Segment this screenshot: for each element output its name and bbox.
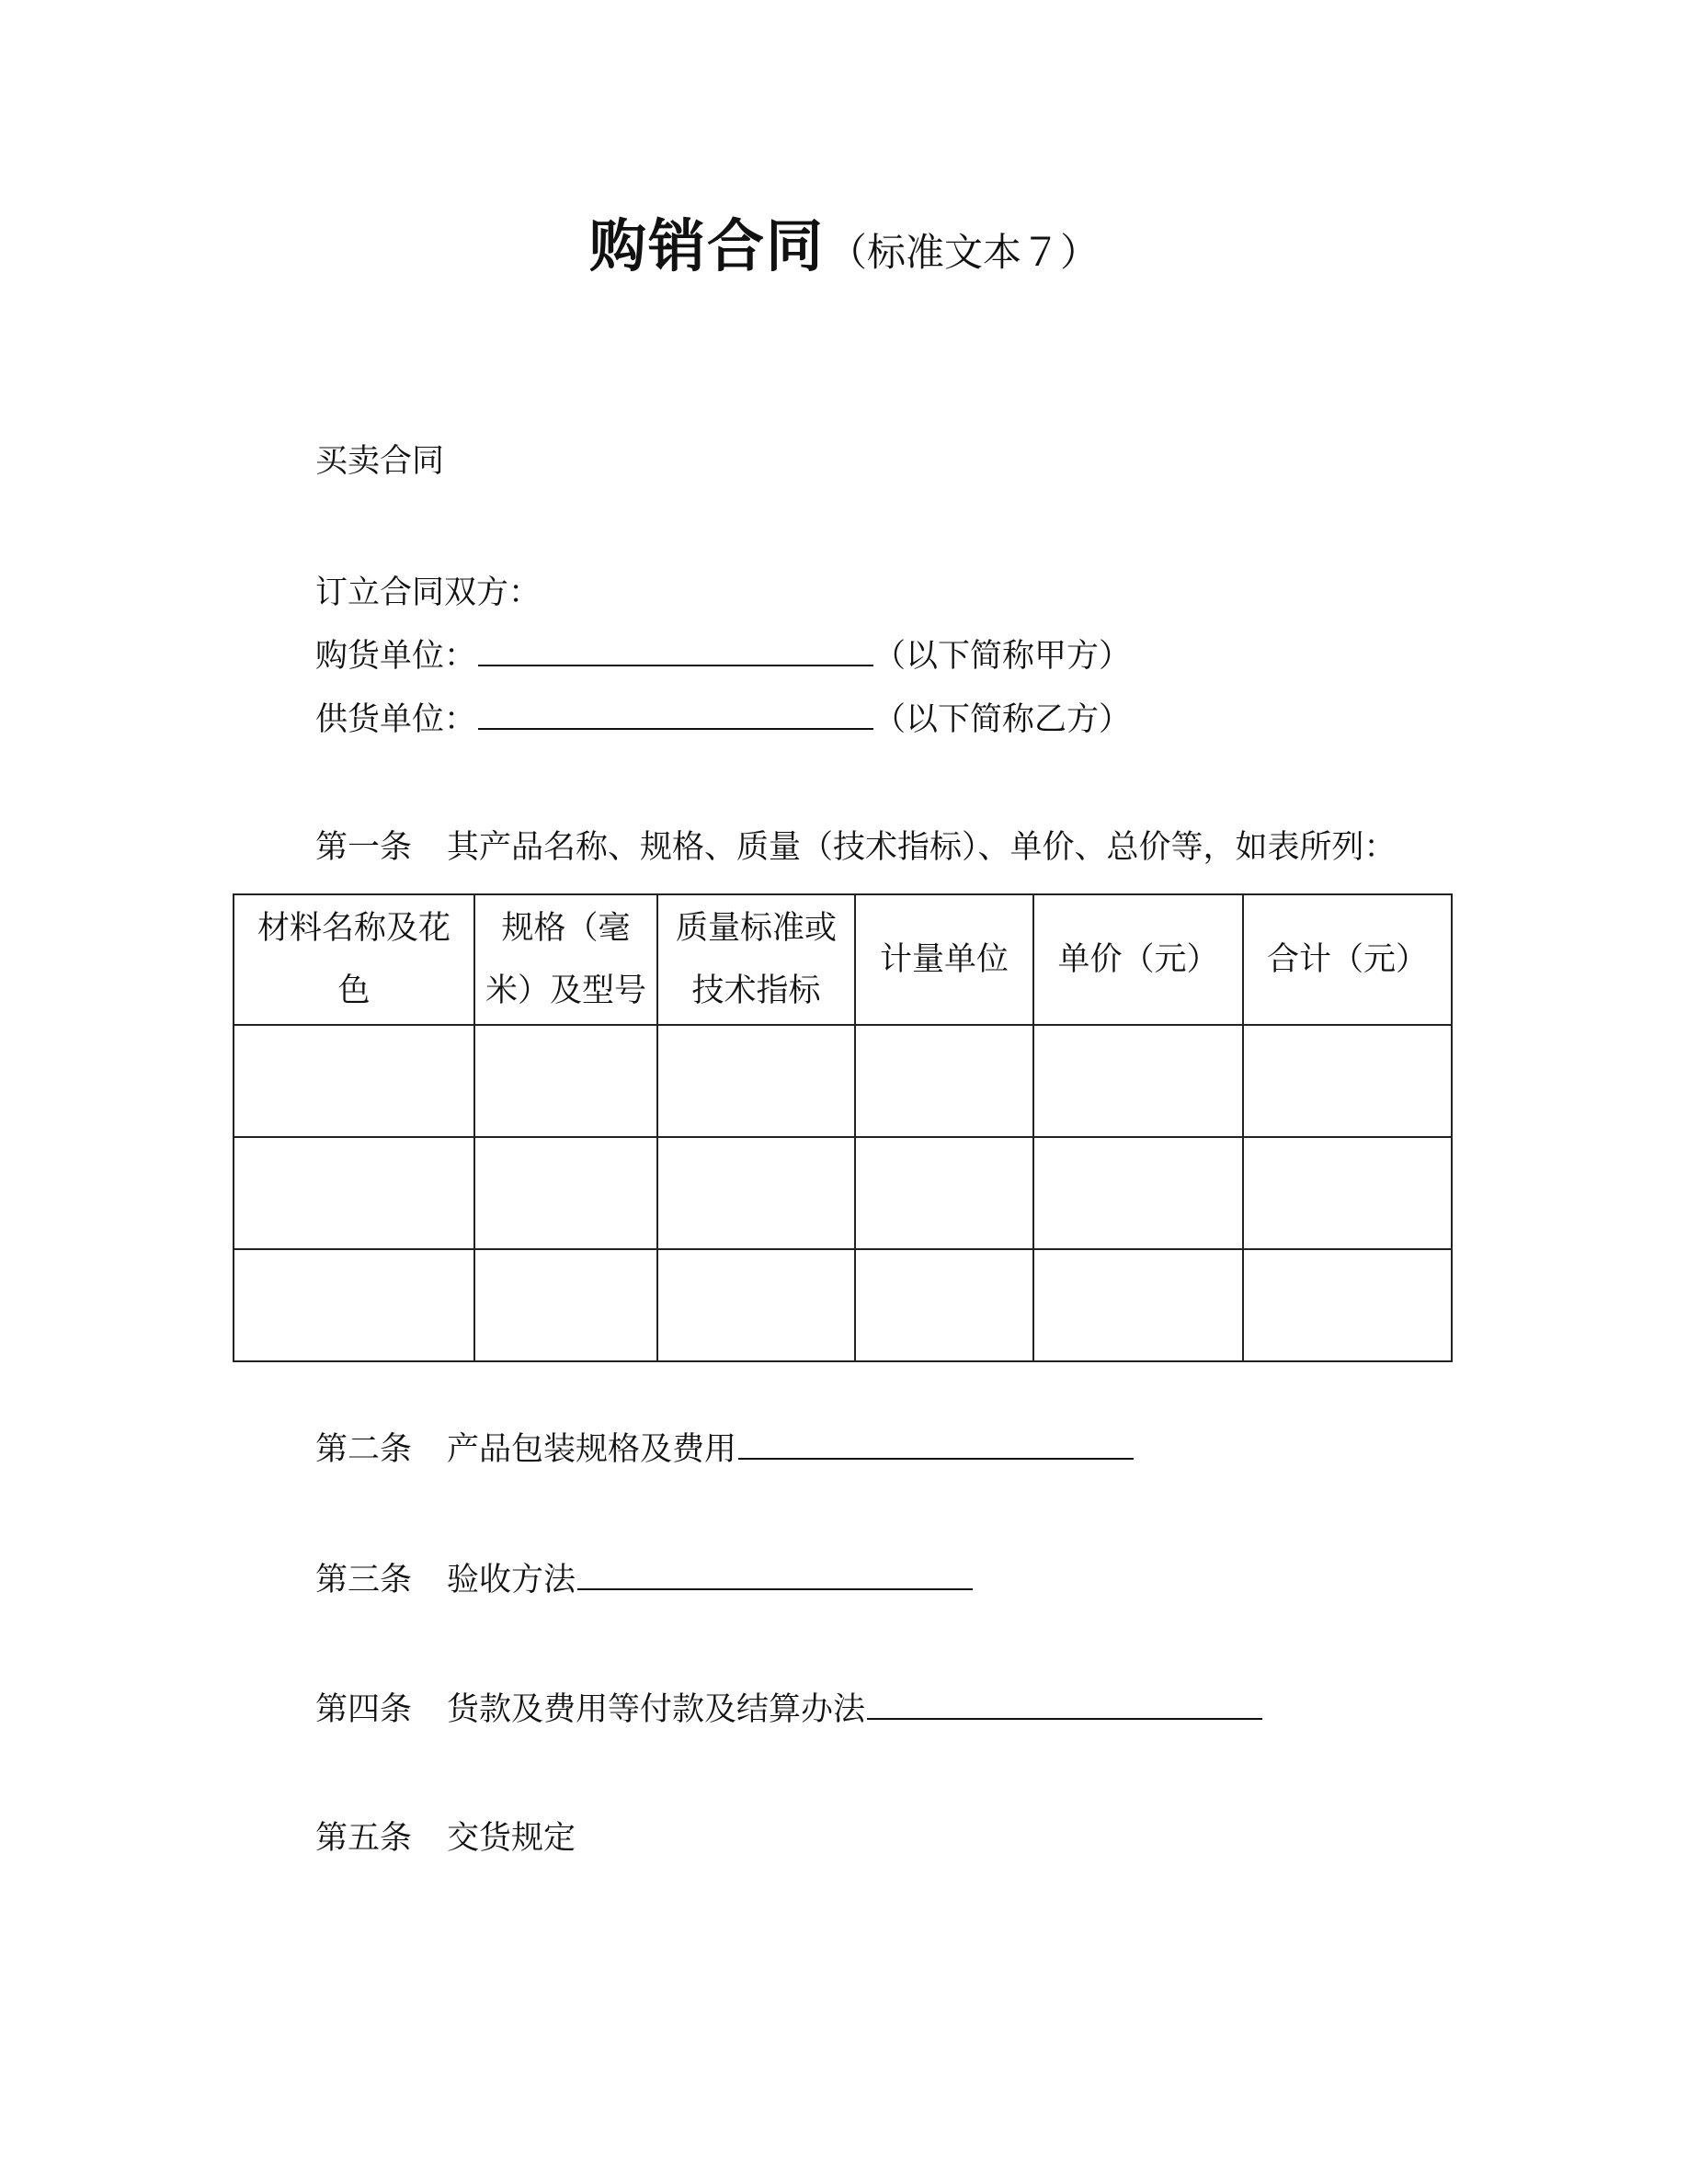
goods-table: [233, 893, 1453, 1362]
table-cell[interactable]: [855, 1025, 1033, 1137]
table-cell[interactable]: [1033, 1025, 1243, 1137]
article-5-text: 交货规定: [447, 1820, 576, 1857]
header-material-name: 材料名称及花 色: [234, 894, 474, 1025]
table-header-row: [234, 894, 1452, 1025]
article-3-text: 验收方法: [447, 1562, 576, 1598]
table-cell[interactable]: [1243, 1137, 1452, 1249]
contract-title: [0, 200, 1688, 282]
header-spec-model: 规格（毫 米）及型号: [474, 894, 657, 1025]
table-cell[interactable]: [474, 1249, 657, 1361]
article-4-number: 第四条: [315, 1691, 413, 1728]
article-1-text: 其产品名称、规格、质量（技术指标）、单价、总价等，如表所列：: [447, 829, 1397, 866]
article-1: [315, 825, 1397, 870]
table-cell[interactable]: [1033, 1249, 1243, 1361]
header-quality-standard: 质量标准或 技术指标: [657, 894, 855, 1025]
table-cell[interactable]: [657, 1025, 855, 1137]
buyer-line: [315, 633, 1131, 678]
table-row: [234, 1137, 1452, 1249]
table-cell[interactable]: [474, 1137, 657, 1249]
seller-line: [315, 697, 1131, 742]
table-cell[interactable]: [657, 1137, 855, 1249]
title-sub: （标准文本７）: [828, 230, 1100, 275]
doc-type: 买卖合同: [315, 443, 445, 480]
article-4-text: 货款及费用等付款及结算办法: [447, 1691, 866, 1728]
seller-suffix: （以下简称乙方）: [873, 701, 1132, 738]
article-4-field[interactable]: [867, 1687, 1262, 1720]
table-cell[interactable]: [234, 1137, 474, 1249]
buyer-suffix: （以下简称甲方）: [873, 638, 1132, 675]
table-cell[interactable]: [855, 1137, 1033, 1249]
table-cell[interactable]: [474, 1025, 657, 1137]
buyer-name-field[interactable]: [478, 633, 873, 666]
table-cell[interactable]: [855, 1249, 1033, 1361]
table-cell[interactable]: [1243, 1249, 1452, 1361]
article-5-number: 第五条: [315, 1820, 413, 1857]
header-unit-price: 单价（元）: [1033, 894, 1243, 1025]
table-cell[interactable]: [234, 1025, 474, 1137]
article-2-field[interactable]: [738, 1427, 1134, 1460]
table-cell[interactable]: [1243, 1025, 1452, 1137]
table-cell[interactable]: [657, 1249, 855, 1361]
article-2: [315, 1427, 1134, 1472]
table-cell[interactable]: [1033, 1137, 1243, 1249]
article-1-number: 第一条: [315, 829, 413, 866]
table-row: [234, 1249, 1452, 1361]
article-3-field[interactable]: [577, 1557, 973, 1590]
table-row: [234, 1025, 1452, 1137]
article-3: [315, 1557, 973, 1602]
article-3-number: 第三条: [315, 1562, 413, 1598]
buyer-label: 购货单位：: [315, 638, 477, 675]
article-5: [315, 1816, 576, 1860]
header-total: 合计（元）: [1243, 894, 1452, 1025]
seller-label: 供货单位：: [315, 701, 477, 738]
table-cell[interactable]: [234, 1249, 474, 1361]
seller-name-field[interactable]: [478, 697, 873, 730]
article-4: [315, 1687, 1262, 1732]
parties-intro: 订立合同双方：: [315, 574, 542, 611]
header-unit: 计量单位: [855, 894, 1033, 1025]
title-main: 购销合同: [588, 212, 825, 279]
article-2-number: 第二条: [315, 1431, 413, 1468]
article-2-text: 产品包装规格及费用: [447, 1431, 737, 1468]
